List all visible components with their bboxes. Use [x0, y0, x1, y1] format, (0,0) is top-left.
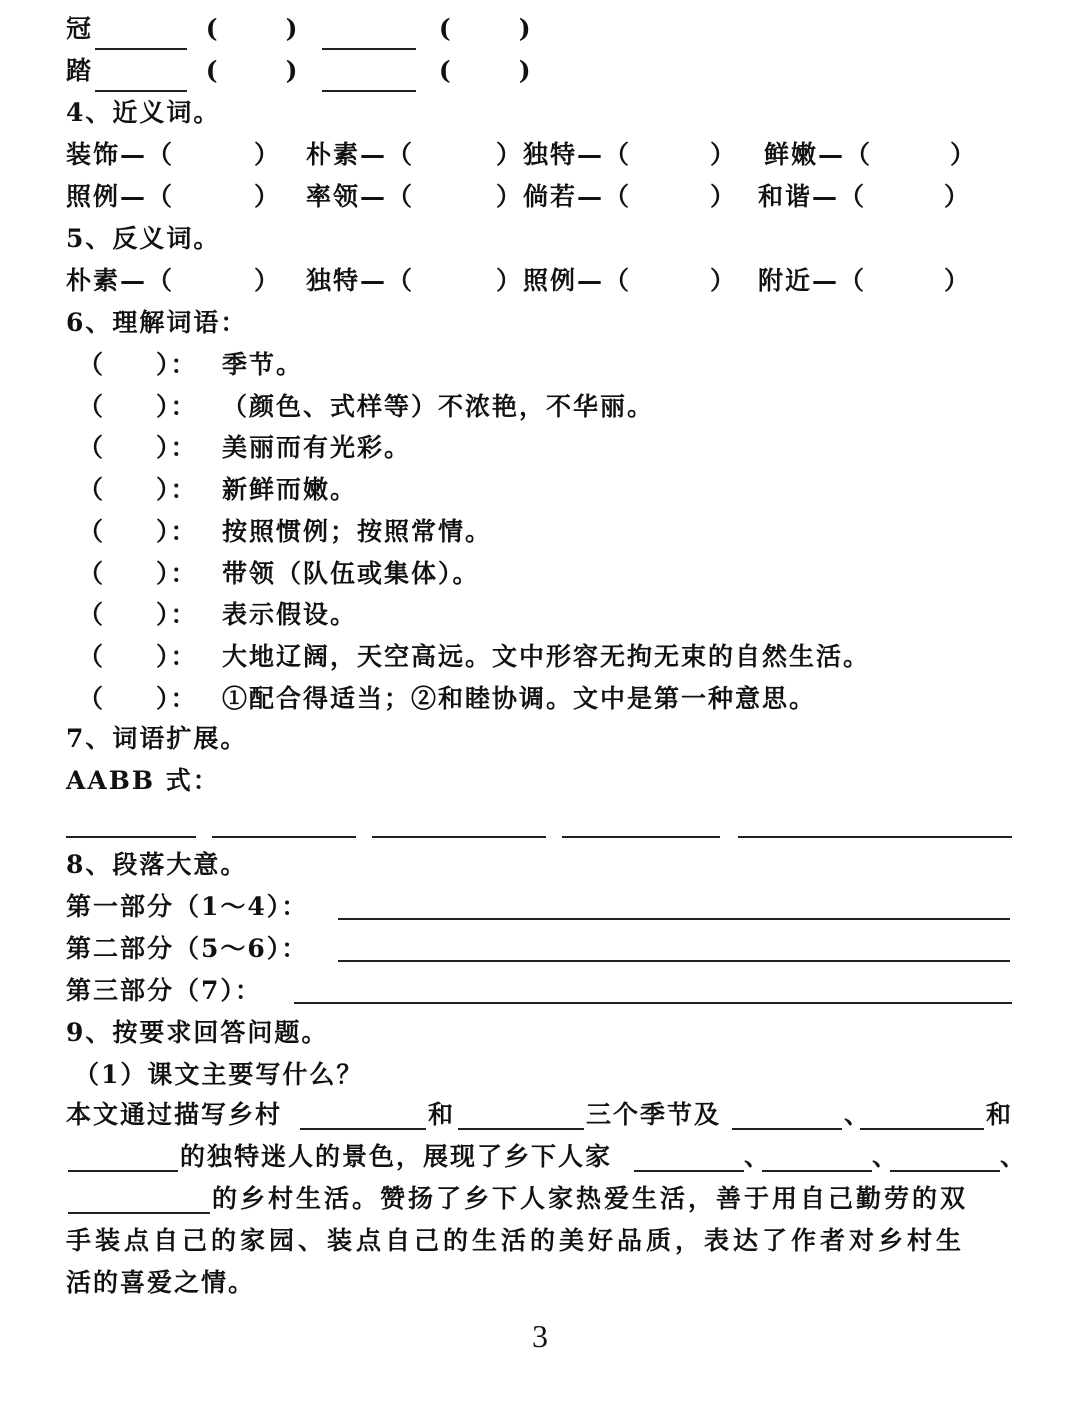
answer-text: 、	[844, 1100, 872, 1129]
answer-slot[interactable]	[104, 594, 154, 624]
q9-answer-line-4: 手装点自己的家园、装点自己的生活的美好品质，表达了作者对乡村生	[66, 1226, 966, 1255]
q4-item: 朴素—（	[306, 140, 415, 169]
answer-blank[interactable]	[732, 1098, 842, 1130]
answer-slot[interactable]	[104, 427, 154, 457]
definition-text: 美丽而有光彩。	[222, 433, 412, 463]
q4-item: 照例—（	[66, 182, 175, 211]
q9-answer-line-5: 活的喜爱之情。	[66, 1268, 256, 1297]
answer-blank[interactable]	[95, 18, 187, 50]
q4-item: 率领—（	[306, 182, 415, 211]
answer-slot[interactable]	[104, 511, 154, 541]
answer-blank[interactable]	[338, 960, 1010, 962]
q4-title: 4、近义词。	[66, 98, 221, 127]
answer-blank[interactable]	[372, 836, 546, 838]
q9-sub-question-1: （1）课文主要写什么？	[74, 1060, 364, 1089]
q8-part-1: 第一部分（1～4）：	[66, 892, 309, 921]
answer-slot[interactable]	[104, 636, 154, 666]
q9-title: 9、按要求回答问题。	[66, 1018, 329, 1047]
q5-item: 朴素—（	[66, 266, 175, 295]
paren-close: ）	[944, 182, 972, 211]
paren-close: ）：	[156, 516, 198, 546]
answer-text: 的独特迷人的景色，展现了乡下人家	[180, 1142, 613, 1171]
q6-title: 6、理解词语：	[66, 308, 248, 337]
paren-open: （	[78, 475, 106, 505]
definition-text: 按照惯例；按照常情。	[222, 516, 493, 546]
paren-open: （	[78, 516, 106, 546]
paren-open: （	[78, 391, 106, 421]
definition-row	[0, 386, 1080, 428]
paren-close: ）	[710, 182, 738, 211]
q7-aabb-label: AABB 式：	[66, 766, 220, 795]
q8-title: 8、段落大意。	[66, 850, 248, 879]
answer-blank[interactable]	[294, 1002, 1012, 1004]
q5-row-1	[66, 260, 1026, 302]
paren-close: ）	[710, 266, 738, 295]
answer-blank[interactable]	[890, 1140, 1000, 1172]
answer-blank[interactable]	[458, 1098, 584, 1130]
definition-row	[0, 469, 1080, 511]
answer-text: 、	[744, 1142, 772, 1171]
definition-row	[0, 427, 1080, 469]
answer-blank[interactable]	[300, 1098, 426, 1130]
answer-text: 、	[872, 1142, 900, 1171]
q4-row-2	[66, 176, 1026, 218]
answer-blank[interactable]	[562, 836, 720, 838]
definition-row	[0, 636, 1080, 678]
paren-open: （	[78, 433, 106, 463]
paren-open: (	[205, 56, 220, 85]
paren-open: （	[78, 350, 106, 379]
paren-close: ）：	[156, 433, 198, 463]
answer-blank[interactable]	[212, 836, 356, 838]
q5-item: 独特—（	[306, 266, 415, 295]
paren-close: ）	[944, 266, 972, 295]
paren-close: ）	[950, 140, 978, 169]
paren-close: ）	[254, 266, 282, 295]
answer-slot[interactable]	[104, 386, 154, 416]
answer-text: 的乡村生活。赞扬了乡下人家热爱生活，善于用自己勤劳的双	[212, 1184, 969, 1213]
q4-item: 和谐—（	[758, 182, 867, 211]
q3-char: 踏	[66, 56, 94, 85]
q3-row-guan	[66, 8, 533, 50]
paren-open: (	[438, 14, 453, 43]
paren-close: )	[285, 14, 300, 43]
paren-open: (	[205, 14, 220, 43]
answer-text: 、	[1000, 1142, 1028, 1171]
q4-item: 鲜嫩—（	[764, 140, 873, 169]
q5-title: 5、反义词。	[66, 224, 221, 253]
q5-item: 附近—（	[758, 266, 867, 295]
definition-row	[0, 678, 1080, 720]
definition-row	[0, 553, 1080, 595]
q9-answer-line-2	[66, 1136, 1026, 1178]
paren-close: ）：	[156, 641, 198, 671]
paren-close: ）	[254, 140, 282, 169]
definition-row	[0, 594, 1080, 636]
answer-blank[interactable]	[66, 836, 196, 838]
q7-title: 7、词语扩展。	[66, 724, 248, 753]
definition-row	[0, 344, 1080, 386]
answer-blank[interactable]	[68, 1140, 178, 1172]
paren-close: )	[518, 14, 533, 43]
q9-answer-line-3	[66, 1178, 1026, 1220]
q9-answer-line-1	[66, 1094, 1026, 1136]
q4-item: ）倘若—（	[496, 182, 632, 211]
answer-slot[interactable]	[104, 678, 154, 708]
paren-open: （	[78, 641, 106, 671]
paren-close: ）：	[156, 350, 198, 379]
definition-text: 季节。	[222, 350, 304, 379]
answer-slot[interactable]	[104, 553, 154, 583]
q4-item: 装饰—（	[66, 140, 175, 169]
paren-close: ）：	[156, 600, 198, 630]
answer-blank[interactable]	[338, 918, 1010, 920]
answer-blank[interactable]	[762, 1140, 872, 1172]
paren-close: ）	[254, 182, 282, 211]
paren-open: （	[78, 558, 106, 588]
paren-close: ）	[710, 140, 738, 169]
q4-item: ）独特—（	[496, 140, 632, 169]
paren-open: (	[438, 56, 453, 85]
definition-text: 表示假设。	[222, 600, 358, 630]
definition-text: 带领（队伍或集体）。	[222, 558, 480, 588]
paren-open: （	[78, 600, 106, 630]
definition-text: ①配合得适当；②和睦协调。文中是第一种意思。	[222, 683, 817, 713]
answer-blank[interactable]	[738, 836, 1012, 838]
answer-blank[interactable]	[68, 1182, 210, 1214]
paren-close: )	[285, 56, 300, 85]
paren-close: ）：	[156, 683, 198, 713]
paren-close: ）：	[156, 391, 198, 421]
definition-text: 大地辽阔，天空高远。文中形容无拘无束的自然生活。	[222, 641, 871, 671]
answer-text: 和	[986, 1100, 1014, 1129]
answer-blank[interactable]	[860, 1098, 984, 1130]
answer-text: 三个季节及	[586, 1100, 722, 1129]
paren-close: ）：	[156, 475, 198, 505]
answer-blank[interactable]	[634, 1140, 744, 1172]
paren-close: )	[518, 56, 533, 85]
definition-row	[0, 511, 1080, 553]
answer-blank[interactable]	[322, 18, 416, 50]
definition-text: 新鲜而嫩。	[222, 475, 358, 505]
q8-part-3: 第三部分（7）：	[66, 976, 262, 1005]
answer-text: 本文通过描写乡村	[66, 1100, 283, 1129]
paren-open: （	[78, 683, 106, 713]
answer-blank[interactable]	[95, 60, 187, 92]
paren-close: ）：	[156, 558, 198, 588]
answer-text: 和	[428, 1100, 456, 1129]
q5-item: ）照例—（	[496, 266, 632, 295]
definition-text: （颜色、式样等）不浓艳，不华丽。	[222, 391, 655, 421]
answer-blank[interactable]	[322, 60, 416, 92]
q3-char: 冠	[66, 14, 94, 43]
q4-row-1	[66, 134, 1026, 176]
q8-part-2: 第二部分（5～6）：	[66, 934, 309, 963]
answer-slot[interactable]	[104, 469, 154, 499]
q3-row-ta	[66, 50, 533, 92]
page-number: 3	[532, 1318, 548, 1354]
answer-slot[interactable]	[104, 344, 154, 374]
